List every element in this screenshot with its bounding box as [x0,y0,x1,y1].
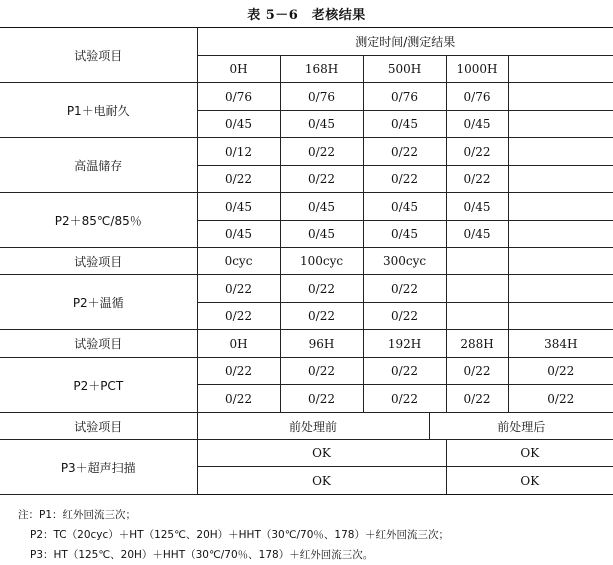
header-time: 0H [197,56,280,83]
header-time: 1000H [446,56,508,83]
header-time: 96H [280,330,363,358]
subheader-item-label: 试验项目 [0,413,197,440]
table-cell [508,275,613,303]
table-cell: 0/22 [363,358,446,385]
note-line: P2：TC（20cyc）＋HT（125℃、20H）＋HHT（30℃/70％、178）＋红外回流三次； [30,529,449,541]
table-row [0,138,613,166]
table-cell [508,166,613,193]
table-cell: 0/22 [197,358,280,385]
table-cell: 0/22 [363,385,446,413]
table-cell [508,83,613,111]
table-cell: 0/22 [508,385,613,413]
table-cell [446,275,508,303]
subheader-item-label: 试验项目 [0,330,197,358]
header-group-label: 测定时间/测定结果 [197,28,613,56]
table-cell: 0/22 [446,138,508,166]
assessment-results-table [0,27,613,495]
table-cell: 0/22 [446,166,508,193]
table-cell: 0/22 [280,275,363,303]
table-cell: 0/45 [446,111,508,138]
header-time [446,248,508,275]
subheader-row [0,248,613,275]
table-cell: 0/22 [280,138,363,166]
test-item-label: P2＋85℃/85％ [0,193,197,248]
table-cell: 0/22 [363,303,446,330]
table-cell: 0/22 [446,385,508,413]
table-cell [508,111,613,138]
table-cell: 0/45 [197,193,280,221]
table-cell: 0/22 [363,138,446,166]
table-cell: 0/45 [446,193,508,221]
header-time: 168H [280,56,363,83]
table-cell [508,193,613,221]
table-cell: 0/45 [363,193,446,221]
table-cell: 0/12 [197,138,280,166]
note-line: P3：HT（125℃、20H）＋HHT（30℃/70％、178）＋红外回流三次。 [30,549,374,561]
table-cell: OK [446,440,613,467]
header-time: 0cyc [197,248,280,275]
subheader-row [0,413,613,440]
table-cell: 0/45 [446,221,508,248]
table-cell: 0/22 [197,166,280,193]
table-cell: 0/45 [280,111,363,138]
table-cell: 0/76 [280,83,363,111]
header-time [508,248,613,275]
pretreatment-before-header: 前处理前 [197,413,429,440]
table-cell: 0/76 [446,83,508,111]
header-time: 0H [197,330,280,358]
header-row-1 [0,28,613,56]
table-cell: 0/45 [197,221,280,248]
table-row [0,358,613,385]
header-time: 192H [363,330,446,358]
header-time: 288H [446,330,508,358]
table-cell: 0/22 [280,303,363,330]
table-cell: 0/22 [446,358,508,385]
table-cell [508,303,613,330]
header-time: 100cyc [280,248,363,275]
table-cell: OK [197,467,446,495]
pretreatment-after-header: 前处理后 [429,413,613,440]
test-item-label: P2＋温循 [0,275,197,330]
table-cell: 0/22 [363,166,446,193]
table-cell [508,138,613,166]
header-time [508,56,613,83]
table-cell: 0/45 [363,221,446,248]
table-cell: 0/22 [280,166,363,193]
table-cell: 0/45 [363,111,446,138]
table-row [0,83,613,111]
note-line: 注：P1：红外回流三次； [18,509,137,521]
table-cell: 0/22 [197,303,280,330]
table-cell: 0/22 [280,358,363,385]
table-caption: 表 5－6 老核结果 [247,8,366,23]
table-cell: 0/45 [197,111,280,138]
table-cell: 0/22 [197,385,280,413]
header-item-label: 试验项目 [0,28,197,83]
table-cell: 0/45 [280,221,363,248]
table-notes [18,505,449,565]
subheader-row [0,330,613,358]
subheader-item-label: 试验项目 [0,248,197,275]
table-cell: 0/22 [363,275,446,303]
table-row [0,275,613,303]
test-item-label: 高温储存 [0,138,197,193]
table-cell: 0/45 [280,193,363,221]
table-cell [508,221,613,248]
table-cell [446,303,508,330]
table-row [0,440,613,467]
table-cell: 0/22 [280,385,363,413]
table-cell: 0/22 [508,358,613,385]
header-time: 384H [508,330,613,358]
header-time: 300cyc [363,248,446,275]
test-item-label: P1＋电耐久 [0,83,197,138]
header-time: 500H [363,56,446,83]
table-cell: OK [197,440,446,467]
test-item-label: P2＋PCT [0,358,197,413]
test-item-label: P3＋超声扫描 [0,440,197,495]
table-cell: 0/76 [197,83,280,111]
table-cell: 0/22 [197,275,280,303]
table-cell: 0/76 [363,83,446,111]
table-row [0,193,613,221]
table-cell: OK [446,467,613,495]
